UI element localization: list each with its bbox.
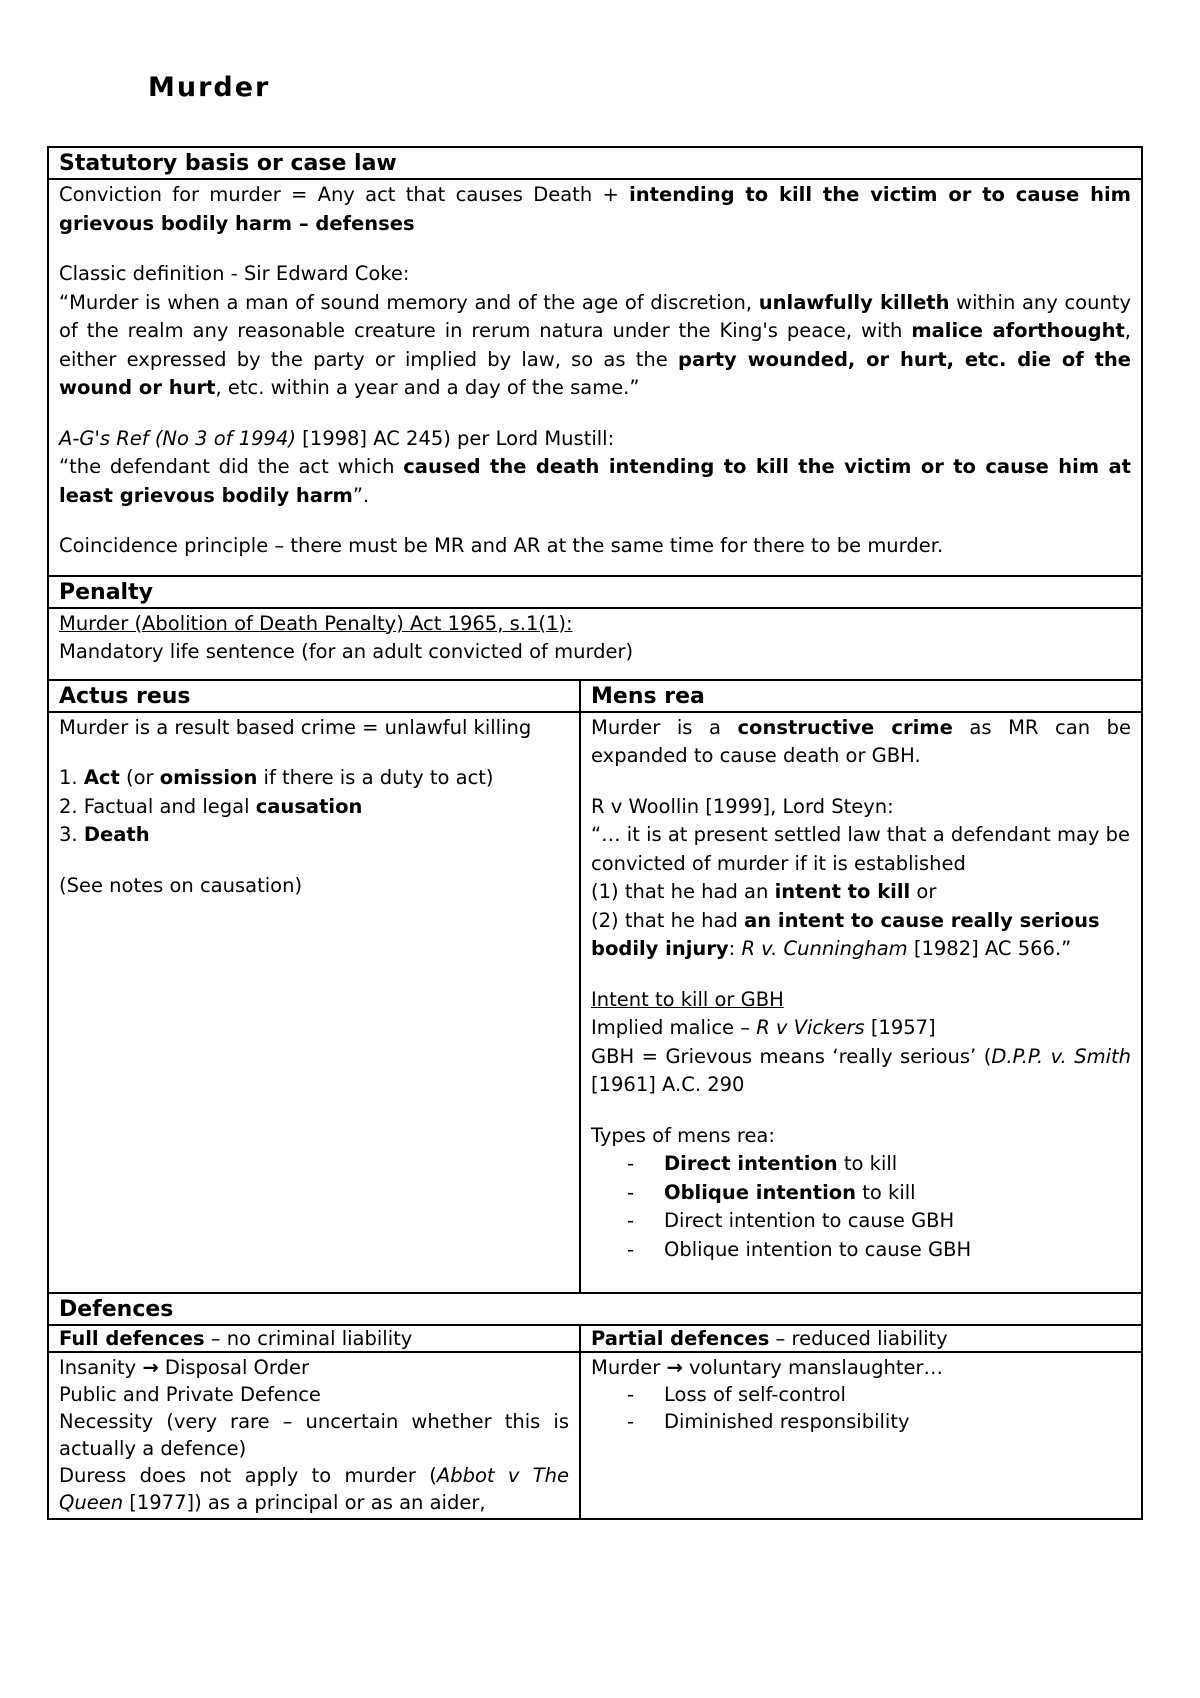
actus-item-1: 1. Act (or omission if there is a duty to act) — [59, 766, 494, 789]
types-list — [591, 1150, 1131, 1264]
woollin-quote-2: (1) that he had an intent to kill or — [591, 880, 937, 903]
penalty-body — [49, 609, 1141, 679]
defences-body-row — [49, 1351, 1141, 1518]
list-item: - Oblique intention to cause GBH — [627, 1236, 1131, 1265]
ag-ref-citation: A-G's Ref (No 3 of 1994) [1998] AC 245) per Lord Mustill: — [59, 426, 615, 450]
statutory-heading-row — [49, 148, 1141, 178]
full-defences-body — [49, 1353, 581, 1518]
arrow-right-icon: → — [666, 1356, 683, 1379]
coincidence-principle: Coincidence principle – there must be MR and AR at the same time for there to be murder. — [59, 534, 944, 557]
murder-table — [47, 146, 1143, 1520]
woollin-citation: R v Woollin [1999], Lord Steyn: — [591, 794, 894, 818]
partial-intro: Murder → voluntary manslaughter… — [591, 1356, 944, 1379]
statutory-body — [49, 180, 1141, 575]
list-item: - Direct intention to kill — [627, 1150, 1131, 1179]
actus-reus-heading: Actus reus — [49, 681, 581, 711]
ag-ref-quote: “the defendant did the act which caused the death intending to kill the victim or to cause him at least grievous bodily harm”. — [59, 455, 1131, 507]
list-item: - Loss of self-control — [627, 1381, 1131, 1408]
penalty-act: Murder (Abolition of Death Penalty) Act 1965, s.1(1): — [59, 611, 573, 635]
mens-constructive: Murder is a constructive crime as MR can be expanded to cause death or GBH. — [591, 715, 1132, 767]
actus-item-3: 3. Death — [59, 823, 150, 846]
penalty-heading-row — [49, 575, 1141, 607]
insanity: Insanity → Disposal Order — [59, 1356, 309, 1379]
public-private-defence: Public and Private Defence — [59, 1383, 321, 1406]
coke-quote: “Murder is when a man of sound memory and of the age of discretion, unlawfully killeth within any county of the realm any reasonable creature in rerum natura under the King's peace, with malice aforthought, either expressed by the party or implied by law, so as the party wounded, or hurt, etc. die of the wound or hurt, etc. within a year and a day of the same.” — [59, 290, 1132, 399]
partial-defences-heading: Partial defences – reduced liability — [591, 1327, 948, 1350]
necessity: Necessity (very rare – uncertain whether this is actually a defence) — [59, 1410, 569, 1460]
list-item: - Oblique intention to kill — [627, 1179, 1131, 1208]
list-item: - Direct intention to cause GBH — [627, 1207, 1131, 1236]
intent-heading: Intent to kill or GBH — [591, 987, 784, 1011]
actus-intro: Murder is a result based crime = unlawful killing — [59, 715, 532, 739]
woollin-quote-3: (2) that he had an intent to cause really serious bodily injury: R v. Cunningham [1982] AC 566.” — [591, 908, 1100, 960]
full-defences-heading: Full defences – no criminal liability — [49, 1326, 581, 1351]
statutory-heading: Statutory basis or case law — [59, 151, 397, 176]
partial-defences-body — [581, 1353, 1141, 1518]
penalty-sentence: Mandatory life sentence (for an adult convicted of murder) — [59, 640, 634, 663]
defences-subheading-row — [49, 1324, 1141, 1351]
statutory-body-row — [49, 178, 1141, 575]
woollin-quote-1: “… it is at present settled law that a defendant may be convicted of murder if it is established — [591, 823, 1131, 875]
arrow-right-icon: → — [142, 1356, 159, 1379]
mens-rea-heading: Mens rea — [591, 683, 705, 709]
gbh-definition: GBH = Grievous means ‘really serious’ (D.P.P. v. Smith [1961] A.C. 290 — [591, 1044, 1131, 1096]
defences-heading-row — [49, 1292, 1141, 1324]
partial-defences-list — [591, 1381, 1131, 1435]
page-title: Murder — [148, 72, 271, 103]
conviction-text: Conviction for murder = Any act that causes Death + intending to kill the victim or to cause him grievous bodily harm – defenses — [59, 183, 1131, 235]
actus-note: (See notes on causation) — [59, 873, 303, 897]
implied-malice: Implied malice – R v Vickers [1957] — [591, 1016, 936, 1039]
defences-heading: Defences — [59, 1297, 174, 1322]
penalty-heading: Penalty — [59, 579, 153, 605]
ar-mr-body-row — [49, 711, 1141, 1293]
actus-reus-body — [49, 713, 581, 1293]
penalty-body-row — [49, 607, 1141, 679]
duress: Duress does not apply to murder (Abbot v The Queen [1977]) as a principal or as an aider, — [59, 1464, 569, 1514]
types-intro: Types of mens rea: — [591, 1123, 775, 1147]
mens-rea-body — [581, 713, 1141, 1293]
ar-mr-heading-row — [49, 679, 1141, 711]
list-item: - Diminished responsibility — [627, 1408, 1131, 1435]
coke-intro: Classic definition - Sir Edward Coke: — [59, 262, 410, 285]
actus-item-2: 2. Factual and legal causation — [59, 794, 363, 818]
